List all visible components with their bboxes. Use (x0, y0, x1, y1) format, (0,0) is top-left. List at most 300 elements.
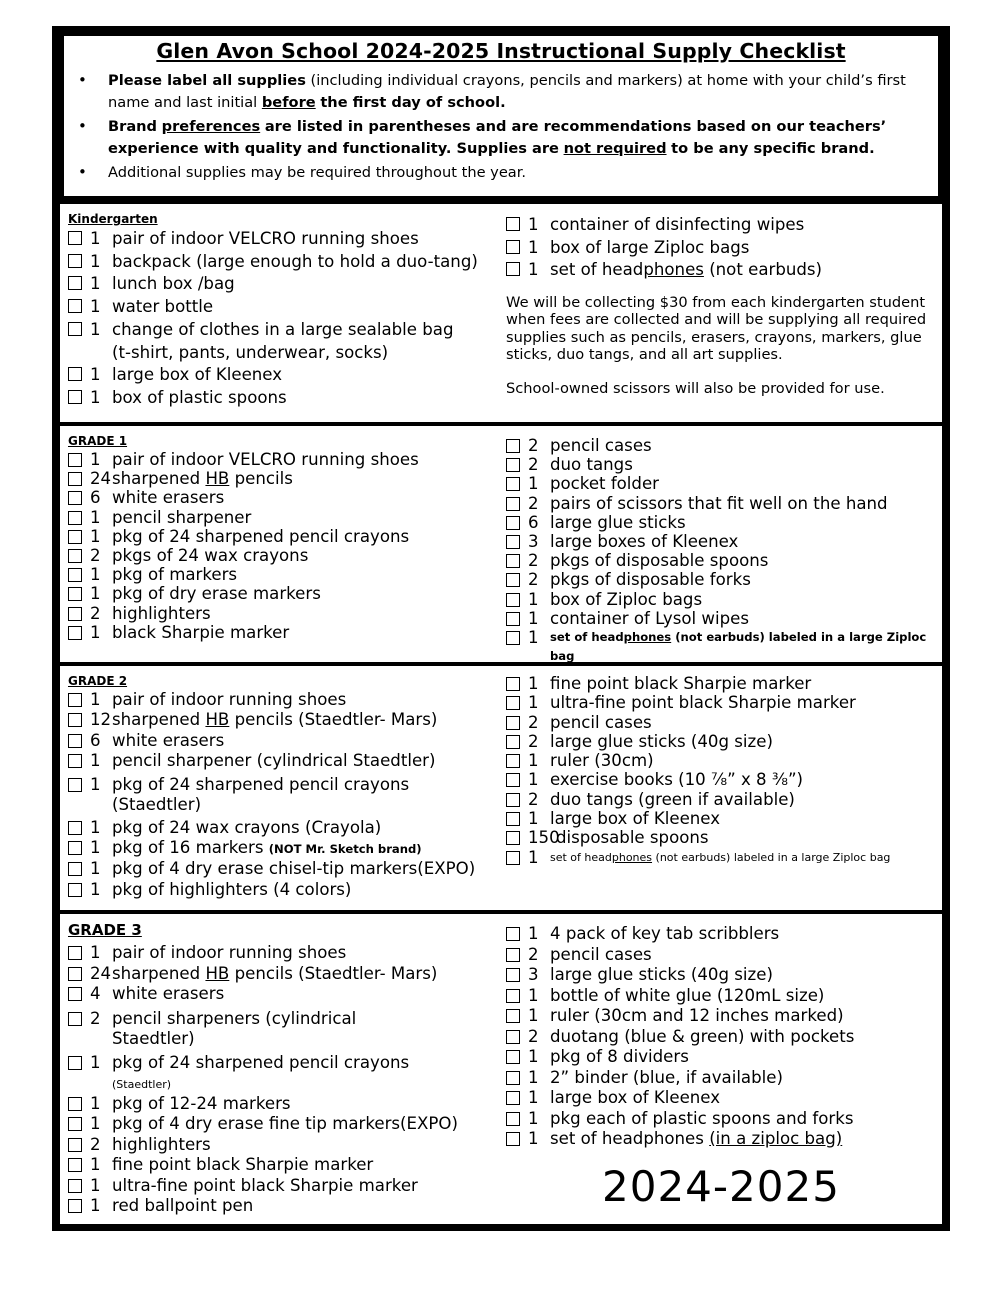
checklist-item (68, 838, 508, 859)
item-qty: 2 (528, 455, 539, 475)
checklist-item (506, 770, 938, 789)
item-desc (112, 838, 508, 859)
item-desc-part: (not earbuds) labeled in a large Ziploc bag (550, 630, 927, 664)
item-qty: 1 (90, 274, 101, 294)
item-qty: 1 (90, 387, 101, 407)
checklist-item (68, 775, 508, 816)
item-qty: 1 (528, 1108, 539, 1128)
section-grade-3 (60, 914, 942, 1224)
item-qty: 2 (528, 1026, 539, 1046)
item-qty: 12 (90, 710, 112, 730)
checkbox[interactable] (506, 1050, 520, 1064)
instruction-label-supplies (76, 70, 926, 113)
item-qty: 1 (528, 751, 539, 771)
header-box (64, 36, 938, 196)
checkbox[interactable] (68, 1117, 82, 1131)
checkbox[interactable] (506, 1071, 520, 1085)
checkbox[interactable] (68, 1158, 82, 1172)
item-desc (550, 628, 938, 666)
item-qty: 6 (90, 730, 101, 750)
checklist-item (506, 513, 938, 532)
checklist-item (68, 527, 508, 546)
item-qty: 1 (528, 770, 539, 790)
item-desc: ultra-fine point black Sharpie marker (112, 1175, 418, 1195)
item-desc-part: set of head (550, 850, 612, 864)
item-desc-part: phones (611, 850, 653, 864)
item-qty: 1 (90, 817, 101, 837)
checkbox[interactable] (68, 883, 82, 897)
item-qty: 1 (528, 589, 539, 609)
item-desc-part: (in a ziploc bag) (709, 1129, 843, 1148)
item-qty: 1 (90, 1196, 101, 1215)
checkbox[interactable] (506, 812, 520, 826)
checklist-item (506, 532, 938, 551)
checkbox[interactable] (506, 439, 520, 453)
checkbox[interactable] (506, 927, 520, 941)
checkbox[interactable] (68, 967, 82, 981)
checkbox[interactable] (68, 568, 82, 582)
item-desc: pairs of scissors that fit well on the hand (550, 493, 888, 513)
checkbox[interactable] (506, 240, 520, 254)
item-qty: 1 (528, 1006, 539, 1025)
checklist-item (506, 590, 938, 609)
checklist-item (68, 880, 508, 900)
item-desc: large box of Kleenex (550, 1088, 721, 1107)
checklist-item (68, 731, 508, 751)
checklist-item (68, 296, 508, 319)
item-desc: box of plastic spoons (112, 387, 287, 407)
checkbox[interactable] (506, 851, 520, 865)
item-desc: ruler (30cm) (550, 751, 654, 771)
checklist-item (506, 945, 938, 966)
item-desc-part: HB (205, 963, 230, 983)
checklist-item (68, 450, 508, 469)
checkbox[interactable] (506, 262, 520, 276)
checklist-item (68, 251, 508, 274)
item-desc: water bottle (112, 297, 214, 317)
checkbox[interactable] (68, 367, 82, 381)
checklist-item (506, 965, 938, 986)
checklist-item (506, 924, 938, 945)
item-desc: highlighters (112, 1134, 211, 1154)
item-desc: pencil sharpener (cylindrical Staedtler) (112, 750, 436, 770)
item-desc: black Sharpie marker (112, 622, 290, 642)
item-desc: pkg each of plastic spoons and forks (550, 1108, 854, 1128)
checklist-item (506, 455, 938, 474)
item-desc: large glue sticks (40g size) (550, 965, 773, 984)
item-qty: 24 (90, 469, 112, 489)
item-qty: 1 (528, 985, 539, 1005)
item-desc (550, 1129, 938, 1150)
checkbox[interactable] (68, 491, 82, 505)
item-qty: 2 (528, 570, 539, 590)
item-desc: fine point black Sharpie marker (550, 674, 812, 693)
item-qty: 1 (90, 507, 101, 527)
checkbox[interactable] (506, 497, 520, 511)
item-desc-part: HB (205, 469, 230, 489)
checklist-item (506, 1027, 938, 1048)
checklist-item (68, 387, 508, 410)
item-desc: pkg of 4 dry erase fine tip markers(EXPO) (112, 1114, 458, 1133)
item-desc (112, 964, 508, 985)
item-desc: large box of Kleenex (112, 365, 283, 385)
checkbox[interactable] (68, 1138, 82, 1152)
checklist-item (506, 1047, 938, 1068)
instruction-emphasis: to be any specific brand. (671, 139, 875, 157)
checklist-item (506, 732, 938, 751)
item-desc: large glue sticks (40g size) (550, 731, 773, 751)
item-desc (550, 848, 938, 867)
grade3-right-column (506, 924, 938, 1150)
checkbox[interactable] (506, 716, 520, 730)
item-desc: large box of Kleenex (550, 809, 721, 829)
checklist-item (68, 964, 508, 985)
item-qty: 1 (528, 608, 539, 628)
item-qty: 2 (528, 712, 539, 732)
checkbox[interactable] (68, 390, 82, 404)
item-desc: white erasers (112, 984, 225, 1003)
item-qty: 1 (90, 526, 101, 546)
item-qty: 2 (528, 944, 539, 964)
checkbox[interactable] (68, 322, 82, 336)
item-qty: 1 (90, 450, 101, 469)
item-desc: pencil cases (550, 944, 652, 964)
instruction-emphasis: the first day of school. (320, 93, 506, 111)
checkbox[interactable] (506, 458, 520, 472)
checklist-item (506, 494, 938, 513)
checkbox[interactable] (68, 626, 82, 640)
item-desc: ultra-fine point black Sharpie marker (550, 693, 856, 713)
item-qty: 1 (90, 319, 101, 339)
checklist-item (506, 809, 938, 828)
instruction-emphasis: not required (563, 139, 667, 157)
item-desc-part: set of head (550, 260, 644, 280)
item-qty: 6 (90, 488, 101, 508)
item-qty: 1 (528, 474, 539, 494)
checklist-item (68, 508, 508, 527)
instruction-emphasis: Please label all supplies (108, 72, 306, 89)
item-qty: 1 (90, 365, 101, 385)
grade3-left-column (68, 916, 508, 1217)
item-desc: box of Ziploc bags (550, 589, 703, 609)
checklist-item (506, 609, 938, 628)
item-desc: pkg of markers (112, 565, 238, 585)
checklist-item (68, 584, 508, 603)
checklist-item (506, 790, 938, 809)
item-qty: 1 (90, 251, 101, 271)
item-desc-part: sharpened (112, 963, 206, 983)
checkbox[interactable] (68, 587, 82, 601)
checkbox[interactable] (506, 968, 520, 982)
checklist-item (68, 319, 508, 364)
checkbox[interactable] (506, 948, 520, 962)
grade2-left-column (68, 668, 508, 900)
instruction-emphasis: preferences (161, 118, 261, 135)
checklist-item (506, 214, 938, 237)
checklist-item (68, 710, 508, 730)
instruction-brand-preferences (76, 116, 926, 159)
checklist-item (68, 1114, 508, 1135)
item-qty: 1 (528, 693, 539, 713)
checkbox[interactable] (68, 821, 82, 835)
checkbox[interactable] (68, 862, 82, 876)
item-desc: pencil sharpeners (cylindrical Staedtler) (112, 1008, 357, 1048)
checklist-item (506, 1088, 938, 1109)
checklist-item (506, 751, 938, 770)
item-desc: white erasers (112, 730, 225, 750)
kindergarten-right-column (506, 214, 938, 398)
checkbox[interactable] (68, 1179, 82, 1193)
checkbox[interactable] (68, 946, 82, 960)
item-qty: 2 (528, 731, 539, 751)
item-qty: 1 (528, 237, 539, 257)
checkbox[interactable] (506, 573, 520, 587)
item-qty: 4 (90, 984, 101, 1003)
checkbox[interactable] (68, 778, 82, 792)
item-desc: duo tangs (green if available) (550, 789, 795, 809)
item-desc: pair of indoor VELCRO running shoes (112, 229, 419, 248)
section-kindergarten (60, 204, 942, 422)
checkbox[interactable] (506, 593, 520, 607)
checkbox[interactable] (506, 477, 520, 491)
instruction-text: Additional supplies may be required throughout the year. (108, 164, 527, 181)
item-desc: container of disinfecting wipes (550, 215, 805, 234)
kindergarten-left-column (68, 206, 508, 410)
checkbox[interactable] (506, 631, 520, 645)
item-qty: 1 (90, 879, 101, 899)
item-qty: 1 (90, 690, 101, 709)
item-qty: 1 (90, 1114, 101, 1133)
item-qty: 1 (528, 1047, 539, 1066)
checkbox[interactable] (506, 1112, 520, 1126)
item-desc: red ballpoint pen (112, 1196, 254, 1215)
item-qty: 2 (528, 551, 539, 571)
checkbox[interactable] (68, 1012, 82, 1026)
item-desc-part: pkg of 16 markers (112, 838, 269, 858)
item-qty: 1 (90, 1155, 101, 1174)
item-desc-part: pencils (229, 469, 293, 489)
checkbox[interactable] (68, 511, 82, 525)
item-desc-part: pencils (Staedtler- Mars) (229, 710, 438, 730)
checklist-item (68, 984, 508, 1005)
item-desc: pkg of 8 dividers (550, 1047, 689, 1066)
item-desc-part: (not earbuds) labeled in a large Ziploc bag (652, 850, 891, 864)
item-desc-part: sharpened (112, 469, 206, 489)
item-qty: 1 (528, 1067, 539, 1087)
section-grade-1 (60, 426, 942, 662)
checkbox[interactable] (68, 754, 82, 768)
item-desc: large boxes of Kleenex (550, 532, 739, 552)
checkbox[interactable] (68, 987, 82, 1001)
item-desc: pkg of 24 wax crayons (Crayola) (112, 817, 382, 837)
section-label: Kindergarten (68, 212, 158, 226)
checkbox[interactable] (506, 677, 520, 691)
checkbox[interactable] (68, 841, 82, 855)
checklist-item (68, 546, 508, 565)
checkbox[interactable] (68, 299, 82, 313)
instruction-emphasis: before (261, 93, 316, 111)
instruction-emphasis: are listed in parentheses and are recommendations based on our teachers’ experience with quality and functionality. Supplies are (108, 118, 887, 157)
item-desc: pair of indoor running shoes (112, 943, 347, 962)
checkbox[interactable] (506, 831, 520, 845)
checkbox[interactable] (506, 1009, 520, 1023)
instructions-list (76, 70, 926, 187)
checklist-item (506, 713, 938, 732)
instruction-additional (76, 162, 926, 184)
checkbox[interactable] (68, 530, 82, 544)
checklist-item (68, 1176, 508, 1197)
checkbox[interactable] (68, 231, 82, 245)
checklist-item (506, 828, 938, 847)
item-desc: highlighters (112, 603, 211, 623)
item-desc: pkgs of 24 wax crayons (112, 546, 309, 566)
checkbox[interactable] (506, 793, 520, 807)
checklist-item (506, 628, 938, 666)
item-desc: 4 pack of key tab scribblers (550, 924, 780, 943)
item-desc: container of Lysol wipes (550, 608, 749, 628)
item-desc (550, 259, 938, 282)
item-qty: 1 (528, 215, 539, 234)
checklist-item (506, 1068, 938, 1089)
checkbox[interactable] (506, 754, 520, 768)
item-desc-part: (Staedtler) (112, 1078, 172, 1091)
checkbox[interactable] (506, 1030, 520, 1044)
checkbox[interactable] (68, 254, 82, 268)
school-year-label: 2024-2025 (602, 1162, 840, 1211)
item-qty: 1 (90, 1052, 101, 1072)
item-desc: duo tangs (550, 455, 633, 475)
item-desc: pencil cases (550, 436, 652, 455)
grade1-left-column (68, 428, 508, 642)
checkbox[interactable] (68, 1097, 82, 1111)
checklist-item (506, 237, 938, 260)
kindergarten-fee-note: We will be collecting $30 from each kindergarten student when fees are collected and will be supplying all required supplies such as pencils, erasers, crayons, markers, glue sticks, duo tangs, and all art supplies. (506, 294, 927, 363)
item-qty: 1 (90, 1175, 101, 1195)
item-qty: 1 (90, 1093, 101, 1113)
item-desc-sub: (t-shirt, pants, underwear, socks) (112, 342, 389, 362)
section-label: GRADE 1 (68, 434, 128, 448)
checkbox[interactable] (506, 989, 520, 1003)
item-desc: 2” binder (blue, if available) (550, 1067, 783, 1087)
item-qty: 3 (528, 965, 539, 984)
checkbox[interactable] (68, 693, 82, 707)
checkbox[interactable] (506, 612, 520, 626)
item-desc-part: sharpened (112, 710, 206, 730)
checklist-item (68, 818, 508, 838)
checkbox[interactable] (506, 1132, 520, 1146)
checkbox[interactable] (506, 217, 520, 231)
checklist-item (68, 488, 508, 507)
item-qty: 1 (528, 1129, 539, 1148)
checkbox[interactable] (506, 1091, 520, 1105)
item-desc-part: HB (205, 710, 230, 730)
checklist-item (506, 986, 938, 1007)
checkbox[interactable] (68, 1199, 82, 1213)
checkbox[interactable] (68, 453, 82, 467)
checkbox[interactable] (506, 554, 520, 568)
item-qty: 1 (90, 859, 101, 879)
checkbox[interactable] (506, 535, 520, 549)
checklist-item (68, 469, 508, 488)
item-desc: pencil sharpener (112, 507, 252, 527)
item-desc (112, 319, 508, 364)
checklist-item (68, 1053, 508, 1094)
checklist-item (506, 570, 938, 589)
item-qty: 1 (90, 584, 101, 604)
item-qty: 2 (90, 603, 101, 623)
checklist-item (68, 565, 508, 584)
item-qty: 1 (90, 775, 101, 795)
item-desc-part: phones (623, 630, 672, 645)
item-desc-part: set of head (550, 630, 624, 645)
item-desc-part: (NOT Mr. Sketch brand) (268, 842, 422, 857)
item-qty: 2 (90, 1134, 101, 1154)
item-qty: 3 (528, 532, 539, 552)
checklist-item (68, 364, 508, 387)
item-desc: disposable spoons (556, 828, 709, 848)
checkbox[interactable] (506, 773, 520, 787)
checkbox[interactable] (506, 516, 520, 530)
checkbox[interactable] (506, 696, 520, 710)
checklist-item (68, 1155, 508, 1176)
item-desc: pkgs of disposable forks (550, 570, 751, 590)
instruction-emphasis: Brand (108, 118, 158, 135)
item-qty: 1 (528, 847, 539, 867)
item-qty: 1 (90, 750, 101, 770)
item-desc: large glue sticks (550, 512, 686, 532)
item-qty: 1 (528, 924, 539, 943)
item-desc: bottle of white glue (120mL size) (550, 985, 825, 1005)
item-qty: 2 (528, 493, 539, 513)
item-desc-part: pkg of 24 sharpened pencil crayons (112, 1052, 410, 1072)
checklist-item (68, 1196, 508, 1217)
checkbox[interactable] (506, 735, 520, 749)
checkbox[interactable] (68, 549, 82, 563)
checklist-item (68, 623, 508, 642)
item-qty: 24 (90, 963, 112, 983)
item-desc: pkg of dry erase markers (112, 584, 321, 604)
checklist-item (68, 690, 508, 710)
checkbox[interactable] (68, 607, 82, 621)
item-qty: 1 (528, 674, 539, 693)
kindergarten-scissors-note: School-owned scissors will also be provided for use. (506, 380, 885, 398)
item-desc: backpack (large enough to hold a duo-tang) (112, 251, 478, 271)
item-desc: pair of indoor VELCRO running shoes (112, 450, 419, 469)
item-desc: pkg of 24 sharpened pencil crayons (112, 526, 410, 546)
checkbox[interactable] (68, 472, 82, 486)
section-grade-2 (60, 666, 942, 910)
section-label: GRADE 3 (68, 921, 142, 939)
checklist-item (506, 674, 938, 693)
item-qty: 1 (90, 229, 101, 248)
checklist-item (68, 1135, 508, 1156)
item-qty: 1 (90, 565, 101, 585)
checkbox[interactable] (68, 713, 82, 727)
checklist-item (68, 859, 508, 879)
item-qty: 1 (528, 628, 539, 648)
checkbox[interactable] (68, 276, 82, 290)
checkbox[interactable] (68, 1056, 82, 1070)
checklist-item (506, 1129, 938, 1150)
item-qty: 6 (528, 512, 539, 532)
item-desc-main: change of clothes in a large sealable bag (112, 319, 454, 339)
item-qty: 1 (528, 260, 539, 280)
item-desc: pkg of highlighters (4 colors) (112, 879, 352, 899)
item-desc: pencil cases (550, 712, 652, 732)
item-qty: 1 (90, 622, 101, 642)
item-desc-part: phones (643, 260, 704, 280)
checkbox[interactable] (68, 734, 82, 748)
